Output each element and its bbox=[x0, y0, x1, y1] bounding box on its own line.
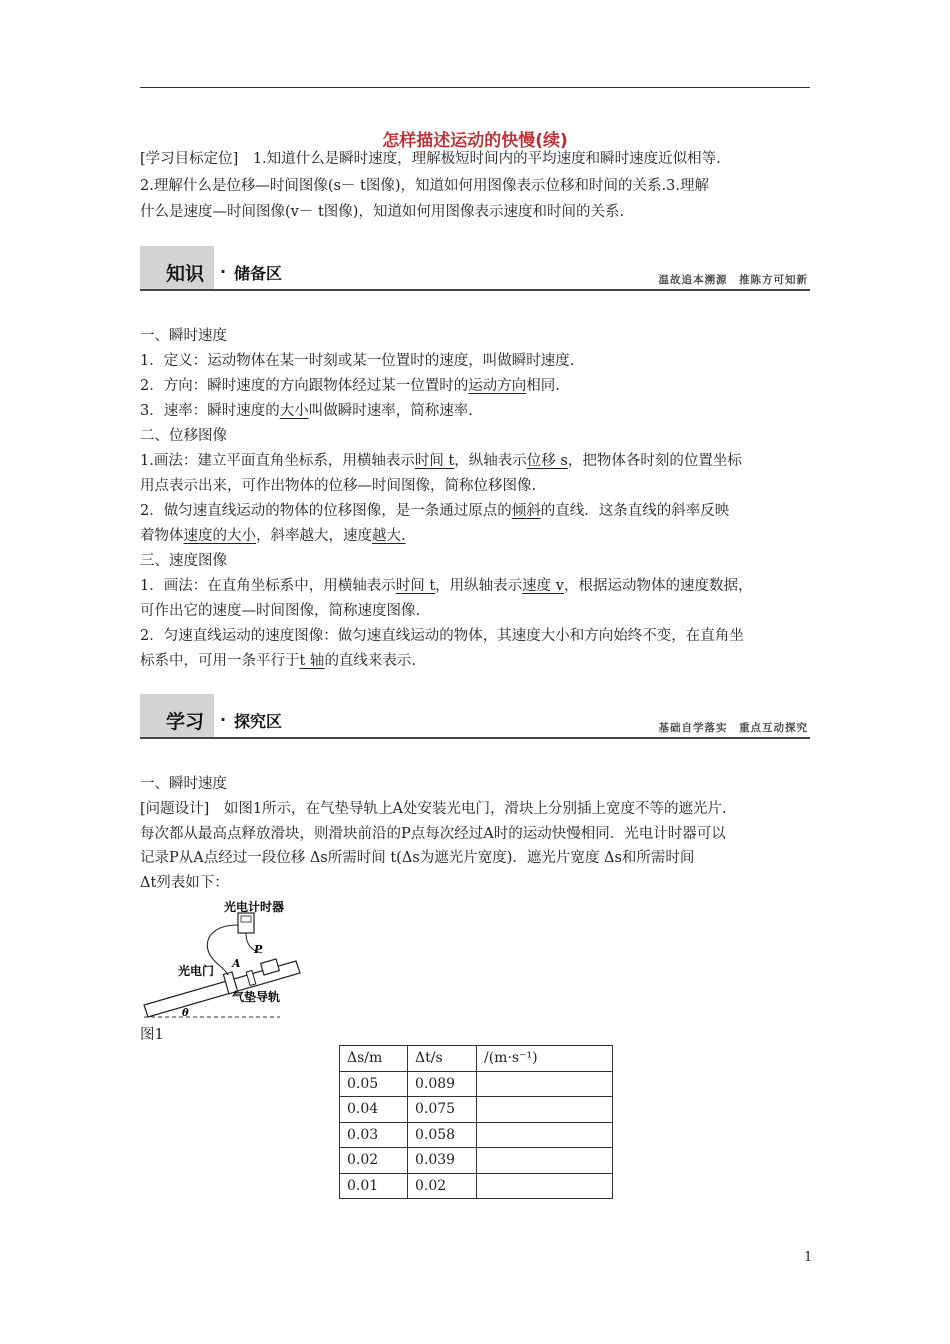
cell: 0.075 bbox=[408, 1097, 477, 1123]
explore-line-3: 记录P从A点经过一段位移 Δs所需时间 t(Δs为遮光片宽度)．遮光片宽度 Δs和所需时间 bbox=[140, 850, 695, 866]
knowledge-uniform-2-cont bbox=[140, 649, 812, 674]
knowledge-uniform-1-cont bbox=[140, 524, 812, 549]
cell: 0.02 bbox=[408, 1173, 477, 1199]
text: 的直线．这条直线的斜率反映 bbox=[540, 503, 730, 519]
cell: 0.058 bbox=[408, 1122, 477, 1148]
knowledge-definition: 1．定义：运动物体在某一时刻或某一位置时的速度，叫做瞬时速度. bbox=[140, 353, 575, 369]
band-tagline: 温故追本溯源 推陈方可知新 bbox=[658, 274, 808, 286]
explore-line-2: 每次都从最高点释放滑块，则滑块前沿的P点每次经过A时的运动快慢相同．光电计时器可以 bbox=[140, 826, 726, 842]
table-header-row bbox=[340, 1046, 613, 1072]
band-sub-label: 探究区 bbox=[234, 712, 283, 731]
section-band-explore bbox=[140, 694, 810, 738]
text: ，用纵轴表示 bbox=[435, 578, 523, 594]
band-tagline: 基础自学落实 重点互动探究 bbox=[658, 722, 808, 734]
table-row bbox=[340, 1122, 613, 1148]
header-cell: Δs/m bbox=[340, 1046, 408, 1072]
knowledge-heading-3: 三、速度图像 bbox=[140, 553, 227, 569]
cell: 0.03 bbox=[340, 1122, 408, 1148]
label-timer: 光电计时器 bbox=[224, 900, 285, 914]
text: 3．速率：瞬时速度的 bbox=[140, 403, 280, 419]
knowledge-method-1-cont: 用点表示出来，可作出物体的位移—时间图像，简称位移图像. bbox=[140, 478, 537, 494]
objectives-line-3: 什么是速度—时间图像(v－ t图像)，知道如何用图像表示速度和时间的关系. bbox=[140, 204, 625, 220]
label-rail: 气垫导轨 bbox=[232, 990, 281, 1004]
label-p: P bbox=[254, 943, 263, 956]
text: 相同. bbox=[526, 378, 560, 394]
text: 的直线来表示. bbox=[324, 653, 417, 669]
band-dot: · bbox=[220, 262, 227, 281]
text: 着物体 bbox=[140, 528, 184, 544]
text: ，根据运动物体的速度数据， bbox=[563, 578, 753, 594]
header-cell: /(m·s⁻¹) bbox=[477, 1046, 613, 1072]
objectives-line-1: [学习目标定位] 1.知道什么是瞬时速度，理解极短时间内的平均速度和瞬时速度近似相等. bbox=[140, 151, 721, 167]
text: 叫做瞬时速率，简称速率. bbox=[308, 403, 473, 419]
cell bbox=[477, 1071, 613, 1097]
band-sub-label: 储备区 bbox=[234, 264, 283, 283]
text: 1．画法：在直角坐标系中，用横轴表示 bbox=[140, 578, 396, 594]
table-row bbox=[340, 1071, 613, 1097]
cell: 0.02 bbox=[340, 1148, 408, 1174]
text: 1.画法：建立平面直角坐标系，用横轴表示 bbox=[140, 453, 415, 469]
knowledge-uniform-2: 2．匀速直线运动的速度图像：做匀速直线运动的物体，其速度大小和方向始终不变，在直角坐 bbox=[140, 628, 744, 644]
blank-answer: 速度 v bbox=[522, 578, 564, 594]
cell bbox=[477, 1173, 613, 1199]
knowledge-heading-1: 一、瞬时速度 bbox=[140, 328, 227, 344]
label-gate: 光电门 bbox=[178, 964, 215, 978]
band-main-label: 知识 bbox=[166, 263, 205, 285]
figure-caption: 图1 bbox=[140, 1027, 164, 1043]
text: 标系中，可用一条平行于 bbox=[140, 653, 300, 669]
page-title: 怎样描述运动的快慢(续) bbox=[382, 131, 568, 151]
band-dot: · bbox=[220, 710, 227, 729]
cell bbox=[477, 1148, 613, 1174]
table-row bbox=[340, 1148, 613, 1174]
blank-answer: t 轴 bbox=[299, 653, 325, 669]
knowledge-heading-2: 二、位移图像 bbox=[140, 428, 227, 444]
data-table bbox=[339, 1045, 613, 1199]
blank-answer: 运动方向 bbox=[468, 378, 527, 394]
blank-answer: 越大. bbox=[372, 528, 406, 544]
explore-heading-1: 一、瞬时速度 bbox=[140, 776, 227, 792]
section-band-knowledge bbox=[140, 246, 810, 290]
text: ，把物体各时刻的位置坐标 bbox=[567, 453, 742, 469]
cell: 0.01 bbox=[340, 1173, 408, 1199]
blank-answer: 速度的大小 bbox=[183, 528, 256, 544]
header-cell: Δt/s bbox=[408, 1046, 477, 1072]
text: 2．做匀速直线运动的物体的位移图像，是一条通过原点的 bbox=[140, 503, 512, 519]
text: 2．方向：瞬时速度的方向跟物体经过某一位置时的 bbox=[140, 378, 469, 394]
label-a: A bbox=[232, 957, 241, 970]
text: ，纵轴表示 bbox=[454, 453, 527, 469]
cell: 0.05 bbox=[340, 1071, 408, 1097]
explore-line-4: Δt列表如下： bbox=[140, 875, 229, 891]
blank-answer: 时间 t bbox=[414, 453, 455, 469]
cell bbox=[477, 1122, 613, 1148]
blank-answer: 倾斜 bbox=[511, 503, 541, 519]
label-theta: θ bbox=[182, 1008, 189, 1019]
knowledge-uniform-1 bbox=[140, 499, 812, 524]
band-main-label: 学习 bbox=[166, 711, 205, 733]
table-row bbox=[340, 1173, 613, 1199]
cell: 0.04 bbox=[340, 1097, 408, 1123]
knowledge-speed bbox=[140, 399, 812, 424]
knowledge-direction bbox=[140, 374, 812, 399]
knowledge-method-2 bbox=[140, 574, 812, 599]
band-rule bbox=[140, 737, 810, 739]
objectives-line-2: 2.理解什么是位移—时间图像(s－ t图像)，知道如何用图像表示位移和时间的关系.3.理解 bbox=[140, 178, 709, 194]
page-number: 1 bbox=[804, 1250, 813, 1265]
blank-answer: 位移 s bbox=[526, 453, 568, 469]
band-rule bbox=[140, 289, 810, 291]
header-rule bbox=[140, 87, 810, 88]
explore-line-1: [问题设计] 如图1所示，在气垫导轨上A处安装光电门，滑块上分别插上宽度不等的遮光片. bbox=[140, 801, 727, 817]
air-track-figure bbox=[142, 895, 312, 1020]
knowledge-method-1 bbox=[140, 449, 812, 474]
blank-answer: 时间 t bbox=[395, 578, 436, 594]
knowledge-method-2-cont: 可作出它的速度—时间图像，简称速度图像. bbox=[140, 603, 421, 619]
text: ，斜率越大，速度 bbox=[256, 528, 372, 544]
cell: 0.089 bbox=[408, 1071, 477, 1097]
blank-answer: 大小 bbox=[279, 403, 309, 419]
table-row bbox=[340, 1097, 613, 1123]
cell: 0.039 bbox=[408, 1148, 477, 1174]
cell bbox=[477, 1097, 613, 1123]
